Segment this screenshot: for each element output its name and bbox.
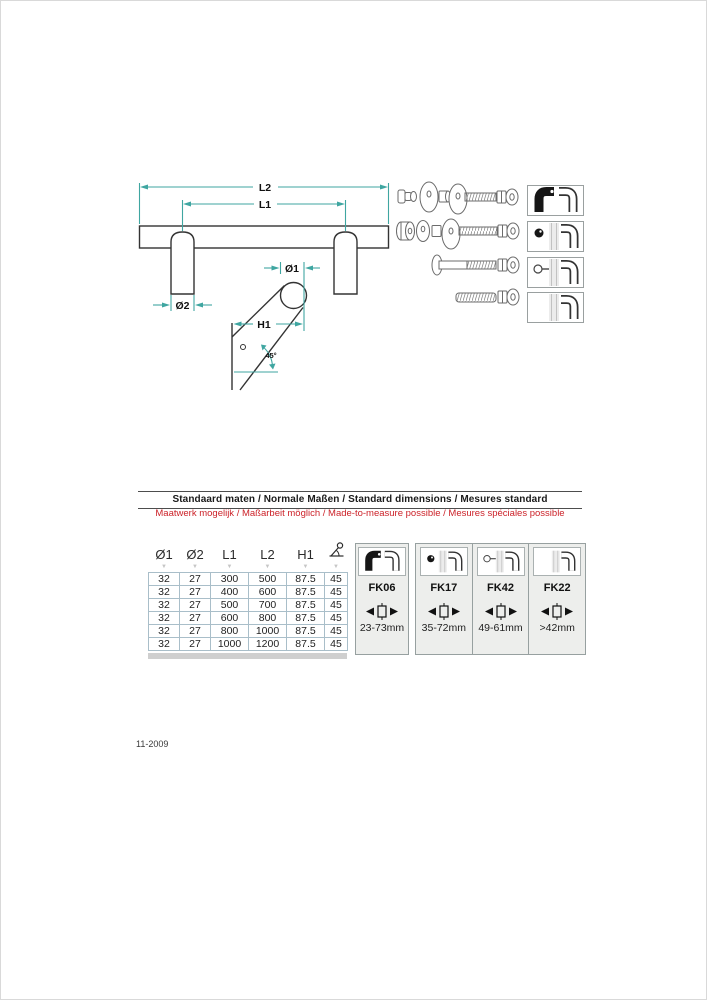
- label-angle: 45°: [265, 351, 277, 360]
- triangle-marker-icon: ▼: [333, 564, 339, 570]
- table-cell: 27: [180, 625, 211, 638]
- fixing-option-fk06: [355, 543, 409, 655]
- angle-45-icon: [328, 542, 345, 559]
- table-cell: 800: [249, 612, 287, 625]
- table-cell: 600: [211, 612, 249, 625]
- table-cell: 45: [325, 573, 348, 586]
- fixing-code: FK42: [487, 582, 514, 594]
- table-row: [149, 638, 348, 651]
- fixing-code: FK06: [368, 582, 396, 594]
- table-row: [149, 625, 348, 638]
- fixing-code: FK17: [430, 582, 458, 594]
- table-cell: 32: [149, 612, 180, 625]
- door-thickness-range: 49-61mm: [478, 622, 523, 634]
- door-thickness-icon: [364, 603, 400, 620]
- triangle-marker-icon: ▼: [264, 564, 271, 570]
- hardware-row-2: [397, 219, 520, 249]
- fixing-type-box-4: [527, 292, 584, 323]
- door-thickness-range: 23-73mm: [359, 622, 405, 634]
- table-cell: 32: [149, 586, 180, 599]
- table-cell: 1200: [249, 638, 287, 651]
- fixing-option-fk42: [472, 544, 529, 654]
- fixing-options-group: [415, 543, 586, 655]
- table-cell: 500: [211, 599, 249, 612]
- table-cell: 1000: [211, 638, 249, 651]
- through-screw-fixing-icon: [422, 549, 466, 574]
- handle-technical-drawing: [131, 173, 399, 396]
- door-thickness-icon: [483, 603, 519, 620]
- column-header-l1: L1: [222, 547, 237, 562]
- fixing-icon-area: [477, 547, 525, 576]
- table-cell: 87.5: [287, 599, 325, 612]
- back-to-back-fixing-icon: [528, 186, 583, 215]
- table-cell: 45: [325, 612, 348, 625]
- table-cell: 32: [149, 625, 180, 638]
- column-header-d1: Ø1: [155, 547, 173, 562]
- table-cell: 45: [325, 599, 348, 612]
- triangle-marker-icon: ▼: [302, 564, 309, 570]
- fixing-icon-area: [533, 547, 581, 576]
- triangle-marker-icon: ▼: [226, 564, 233, 570]
- table-cell: 32: [149, 599, 180, 612]
- table-cell: 45: [325, 586, 348, 599]
- hardware-row-1: [398, 182, 518, 214]
- hardware-row-4: [456, 289, 519, 305]
- label-d2: Ø2: [175, 300, 190, 312]
- table-cell: 87.5: [287, 612, 325, 625]
- label-d1: Ø1: [284, 263, 300, 275]
- table-cell: 27: [180, 586, 211, 599]
- table-footer-bar: [148, 653, 347, 659]
- table-sort-marker-row: [149, 562, 348, 573]
- door-thickness-range: >42mm: [539, 622, 575, 634]
- table-cell: 700: [249, 599, 287, 612]
- blind-fixing-icon: [535, 549, 579, 574]
- table-cell: 87.5: [287, 573, 325, 586]
- fixing-option-fk17: [416, 544, 472, 654]
- standards-title: Standaard maten / Normale Maßen / Standard dimensions / Mesures standard: [138, 491, 582, 509]
- table-cell: 300: [211, 573, 249, 586]
- made-to-measure-note: Maatwerk mogelijk / Maßarbeit möglich / Made-to-measure possible / Mesures spéciales possible: [155, 508, 565, 519]
- table-row: [149, 612, 348, 625]
- fixing-code: FK22: [543, 582, 571, 594]
- table-cell: 27: [180, 612, 211, 625]
- table-cell: 87.5: [287, 586, 325, 599]
- through-screw-fixing-icon: [528, 222, 583, 251]
- table-cell: 27: [180, 573, 211, 586]
- table-cell: 32: [149, 573, 180, 586]
- label-l1: L1: [258, 199, 272, 211]
- dimensions-table: [148, 542, 348, 651]
- dimensions-table-body: [149, 573, 348, 651]
- table-cell: 45: [325, 638, 348, 651]
- table-cell: 400: [211, 586, 249, 599]
- hardware-row-3: [432, 255, 519, 275]
- fixing-type-box-2: [527, 221, 584, 252]
- column-header-h1: H1: [297, 547, 314, 562]
- blind-fixing-icon: [528, 293, 583, 322]
- table-row: [149, 586, 348, 599]
- table-row: [149, 599, 348, 612]
- table-cell: 27: [180, 638, 211, 651]
- table-cell: 45: [325, 625, 348, 638]
- label-h1: H1: [257, 319, 271, 331]
- fixing-icon-area: [420, 547, 468, 576]
- table-cell: 800: [211, 625, 249, 638]
- table-cell: 600: [249, 586, 287, 599]
- triangle-marker-icon: ▼: [161, 564, 167, 570]
- fixing-option-fk22: [528, 544, 585, 654]
- revision-date: 11-2009: [136, 739, 169, 749]
- door-thickness-icon: [426, 603, 462, 620]
- table-row: [149, 573, 348, 586]
- handle-side-view: [232, 283, 307, 391]
- fixing-type-box-3: [527, 257, 584, 288]
- column-header-angle: [325, 542, 348, 562]
- door-thickness-range: 35-72mm: [421, 622, 467, 634]
- through-bolt-fixing-icon: [528, 258, 583, 287]
- back-to-back-fixing-icon: [360, 549, 404, 574]
- fixing-type-box-1: [527, 185, 584, 216]
- table-cell: 500: [249, 573, 287, 586]
- fixing-hardware-illustrations: [394, 179, 526, 319]
- fixing-icon-area: [358, 547, 406, 576]
- table-header-row: [149, 542, 348, 562]
- door-thickness-icon: [539, 603, 575, 620]
- column-header-d2: Ø2: [186, 547, 204, 562]
- table-cell: 27: [180, 599, 211, 612]
- label-l2: L2: [258, 182, 272, 194]
- table-cell: 87.5: [287, 625, 325, 638]
- column-header-l2: L2: [260, 547, 275, 562]
- triangle-marker-icon: ▼: [192, 564, 198, 570]
- table-cell: 32: [149, 638, 180, 651]
- through-bolt-fixing-icon: [479, 549, 523, 574]
- table-cell: 87.5: [287, 638, 325, 651]
- handle-front-view: [140, 226, 389, 294]
- table-cell: 1000: [249, 625, 287, 638]
